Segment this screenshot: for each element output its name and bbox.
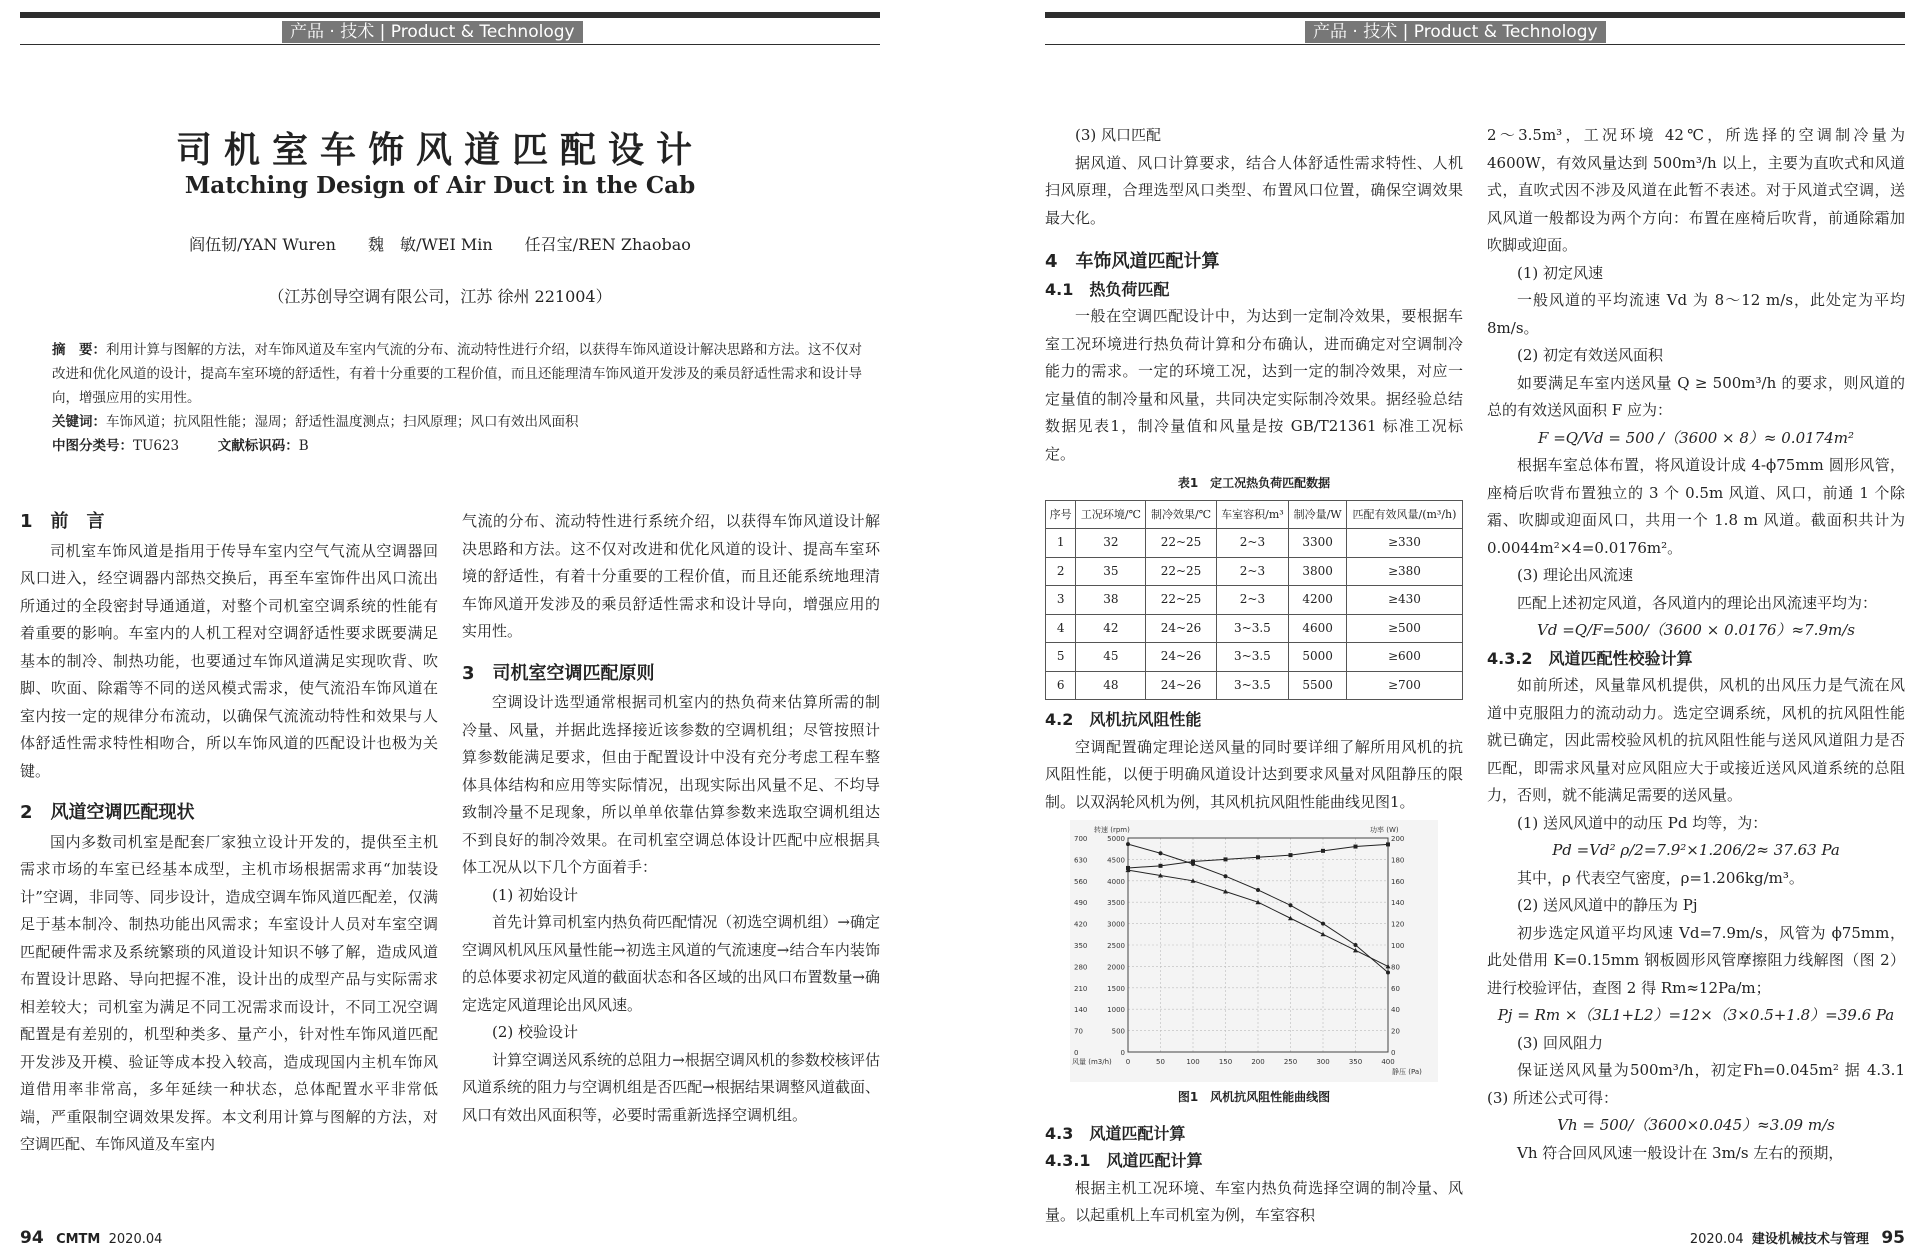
table-1-cell: 22~25	[1146, 586, 1216, 615]
chart-x-axis-label: 静压 (Pa)	[1392, 1068, 1422, 1076]
article-title-en: Matching Design of Air Duct in the Cab	[184, 172, 696, 199]
right-column-2	[1487, 122, 1905, 1167]
table-1-header-cell: 制冷效果/℃	[1146, 500, 1216, 529]
left-column-1	[20, 508, 438, 1159]
chart-point	[1386, 964, 1391, 969]
table-1-header-cell: 车室容积/m³	[1216, 500, 1289, 529]
chart-point	[1159, 851, 1163, 855]
table-1-header-cell: 序号	[1046, 500, 1076, 529]
footer-journal-left: CMTM	[56, 1232, 101, 1247]
section-3-item-1: (1) 初始设计	[492, 885, 579, 904]
chart-right-tick-label: 180	[1391, 856, 1405, 865]
table-1-cell: 5000	[1289, 643, 1347, 672]
abstract-label: 摘 要：	[52, 342, 106, 358]
chart-point	[1126, 842, 1130, 846]
chart-x-tick-label: 0	[1125, 1058, 1131, 1066]
equation-2: Vd =Q/F=500/（3600 × 0.0176）≈7.9m/s	[1537, 621, 1855, 639]
table-1-cell: 24~26	[1146, 614, 1216, 643]
check-item-1: (1) 送风风道中的动压 Pd 均等，为：	[1517, 813, 1768, 832]
table-1-cell: 4	[1046, 614, 1076, 643]
calc-item-1-text: 一般风道的平均流速 Vd 为 8～12 m/s，此处定为平均 8m/s。	[1487, 291, 1905, 337]
clc-value: TU623	[133, 438, 180, 454]
chart-right-axis-label: 功率 (W)	[1370, 826, 1399, 834]
chart-left-tick-label: 140	[1074, 1006, 1088, 1015]
section-4-2-title: 4.2 风机抗风阻性能	[1045, 710, 1202, 729]
table-1-cell: ≥330	[1346, 529, 1462, 558]
chart-mid-tick-label: 0	[1120, 1049, 1125, 1057]
table-1-cell: 3	[1046, 586, 1076, 615]
chart-point	[1224, 857, 1228, 861]
table-1-cell: 6	[1046, 671, 1076, 700]
chart-left-tick-label: 210	[1074, 984, 1088, 993]
column-4-intro: 2～3.5m³，工况环境 42℃，所选择的空调制冷量为 4600W，有效风量达到 500m³/h 以上，主要为直吹式和风道式，直吹式因不涉及风道在此暂不表述。对于风道式空调，送风风道一般都设为两个方向：布置在座椅后吹背，前通除霜加吹脚或迎面。	[1487, 126, 1905, 254]
table-1-header-cell: 匹配有效风量/(m³/h)	[1346, 500, 1462, 529]
table-1-cell: 22~25	[1146, 529, 1216, 558]
chart-mid-tick-label: 2500	[1107, 942, 1125, 950]
table-1-cell: 35	[1076, 557, 1146, 586]
table-1-row	[1046, 671, 1463, 700]
section-3-paragraph: 空调设计选型通常根据司机室内的热负荷来估算所需的制冷量、风量，并据此选择接近该参数的空调机组；尽管按照计算参数能满足要求，但由于配置设计中没有充分考虑工程车整体具体结构和应用等实际情况，出现实际出风量不足、不均导致制冷量不足现象，所以单单依靠估算参数来选取空调机组达不到良好的制冷效果。在司机室空调总体设计匹配中应根据具体工况从以下几个方面着手：	[462, 693, 880, 876]
chart-right-tick-label: 200	[1391, 835, 1405, 843]
chart-point	[1288, 916, 1293, 921]
section-4-3-1-paragraph: 根据主机工况环境、车室内热负荷选择空调的制冷量、风量。以起重机上车司机室为例，车室容积	[1045, 1178, 1463, 1224]
header-label-right: 产品 · 技术 | Product & Technology	[1305, 21, 1606, 43]
chart-mid-tick-label: 1500	[1107, 984, 1125, 993]
table-1-cell: 5500	[1289, 671, 1347, 700]
chart-mid-tick-label: 5000	[1107, 835, 1125, 843]
chart-point	[1321, 932, 1326, 937]
table-1-cell: 3300	[1289, 529, 1347, 558]
chart-x-tick-label: 150	[1218, 1058, 1233, 1066]
chart-x-tick-label: 300	[1316, 1058, 1330, 1066]
chart-right-tick-label: 100	[1391, 942, 1405, 950]
column-2-paragraph: 气流的分布、流动特性进行系统介绍，以获得车饰风道设计解决思路和方法。这不仅对改进和优化风道的设计、提高车室环境的舒适性，有着十分重要的工程价值，而且还能系统地理清车饰风道开发涉及的乘员舒适性需求和设计导向，增强应用的实用性。	[462, 512, 880, 640]
figure-1-caption: 图1 风机抗风阻性能曲线图	[1177, 1090, 1331, 1104]
header-bar-left	[20, 12, 880, 18]
table-1-cell: 4600	[1289, 614, 1347, 643]
table-1-row	[1046, 614, 1463, 643]
footer-date-right: 2020.04	[1689, 1232, 1744, 1247]
section-3-item-3-text: 据风道、风口计算要求，结合人体舒适性需求特性、人机扫风原理，合理选型风口类型、布置风口位置，确保空调效果最大化。	[1045, 153, 1463, 227]
calc-item-2: (2) 初定有效送风面积	[1517, 346, 1664, 364]
table-1-cell: 5	[1046, 643, 1076, 672]
chart-left-tick-label: 350	[1074, 942, 1088, 950]
chart-point	[1224, 874, 1228, 878]
table-1-cell: 45	[1076, 643, 1146, 672]
table-1-cell: ≥380	[1346, 557, 1462, 586]
chart-x-tick-label: 50	[1156, 1058, 1165, 1066]
chart-point	[1191, 860, 1195, 864]
chart-point	[1289, 903, 1293, 907]
chart-left-tick-label: 0	[1074, 1049, 1079, 1057]
keywords-label: 关键词：	[52, 414, 106, 430]
section-3-item-3: (3) 风口匹配	[1075, 126, 1162, 144]
figure-1	[1070, 820, 1438, 1082]
chart-mid-tick-label: 4500	[1107, 856, 1125, 865]
header-line-right	[1045, 44, 1905, 45]
table-1-cell: 42	[1076, 614, 1146, 643]
clc-label: 中图分类号：	[52, 438, 133, 454]
chart-right-tick-label: 0	[1391, 1049, 1396, 1057]
section-4-1-paragraph: 一般在空调匹配设计中，为达到一定制冷效果，要根据车室工况环境进行热负荷计算和分布确认，进而确定对空调制冷能力的需求。一定的环境工况，达到一定的制冷效果，对应一定量值的制冷量和风量，共同决定实际制冷效果。据经验总结数据见表1，制冷量值和风量是按 GB/T21361 标准工况标定。	[1045, 307, 1463, 463]
table-1-cell: 2~3	[1216, 586, 1289, 615]
table-1-cell: 1	[1046, 529, 1076, 558]
right-column-1	[1045, 122, 1463, 1230]
equation-3: Pd =Vd² ρ/2=7.9²×1.206/2≈ 37.63 Pa	[1552, 841, 1840, 859]
chart-left-tick-label: 420	[1074, 920, 1088, 929]
check-item-3: (3) 回风阻力	[1517, 1033, 1604, 1052]
table-1-cell: 38	[1076, 586, 1146, 615]
chart-x-tick-label: 350	[1348, 1058, 1363, 1066]
table-1-cell: 24~26	[1146, 643, 1216, 672]
article-authors: 阎伍韧/YAN Wuren 魏 敏/WEI Min 任召宝/REN Zhaobao	[189, 235, 691, 254]
table-1-caption: 表1 定工况热负荷匹配数据	[1177, 476, 1331, 490]
table-1-row	[1046, 643, 1463, 672]
equation-4: Pj = Rm ×（3L1+L2）=12×（3×0.5+1.8）=39.6 Pa	[1497, 1006, 1895, 1024]
table-1-cell: ≥430	[1346, 586, 1462, 615]
check-item-3-text: 保证送风风量为500m³/h，初定Fh=0.045m² 据 4.3.1 (3) 所述公式可得：	[1487, 1061, 1905, 1107]
chart-point	[1289, 853, 1293, 857]
footer-left	[20, 1228, 162, 1248]
table-1-header-cell: 制冷量/W	[1289, 500, 1347, 529]
footer-journal-right: 建设机械技术与管理	[1751, 1232, 1869, 1247]
chart-x-prefix-label: 风量 (m3/h)	[1072, 1058, 1112, 1066]
section-3-title: 3 司机室空调匹配原则	[462, 662, 655, 684]
table-1-row	[1046, 557, 1463, 586]
section-1-paragraph: 司机室车饰风道是指用于传导车室内空气气流从空调器回风口进入，经空调器内部热交换后，再至车室饰件出风口流出所通过的全段密封导通通道，对整个司机室空调系统的性能有着重要的影响。车室内的人机工程对空调舒适性要求既要满足基本的制冷、制热功能，也要通过车饰风道满足实现吹背、吹脚、吹面、除霜等不同的送风模式需求，使气流沿车饰风道在室内按一定的规律分布流动，以确保气流流动特性和效果与人体舒适性需求特性相吻合，所以车饰风道的匹配设计也极为关键。	[20, 541, 438, 780]
table-1-cell: 48	[1076, 671, 1146, 700]
chart-point	[1321, 849, 1325, 853]
check-item-2-text: 初步选定风道平均风速 Vd=7.9m/s，风管为 ϕ75mm，此处借用 K=0.15mm 钢板圆形风管摩擦阻力线解图（图 2）进行校验评估，查图 2 得 Rm≈12Pa/m；	[1487, 923, 1905, 997]
section-3-item-1-text: 首先计算司机室内热负荷匹配情况（初选空调机组）→确定空调风机风压风量性能→初选主风道的气流速度→结合车内装饰的总体要求初定风道的截面状态和各区域的出风口布置数量→确定选定风道理论出风风速。	[462, 913, 880, 1014]
table-1-row	[1046, 586, 1463, 615]
chart-left-tick-label: 630	[1074, 856, 1088, 865]
table-1-cell: 2~3	[1216, 529, 1289, 558]
chart-left-tick-label: 70	[1074, 1027, 1083, 1036]
table-1-cell: 24~26	[1146, 671, 1216, 700]
chart-point	[1321, 922, 1325, 926]
table-1-row	[1046, 529, 1463, 558]
header-label-left: 产品 · 技术 | Product & Technology	[282, 21, 583, 43]
calc-item-3-text: 匹配上述初定风道，各风道内的理论出风流速平均为：	[1517, 593, 1878, 612]
table-1-cell: ≥500	[1346, 614, 1462, 643]
chart-x-tick-label: 250	[1283, 1058, 1298, 1066]
chart-left-tick-label: 280	[1074, 963, 1088, 972]
article-affiliation: （江苏创导空调有限公司，江苏 徐州 221004）	[268, 287, 612, 306]
article-title-cn: 司机室车饰风道匹配设计	[175, 129, 704, 171]
table-1-cell: 3~3.5	[1216, 671, 1289, 700]
calc-item-2-text-2: 根据车室总体布置，将风道设计成 4-ϕ75mm 圆形风管，座椅后吹背布置独立的 3 个 0.5m 风道、风口，前通 1 个除霜、吹脚或迎面风口，共用一个 1.8 m 风道。截面积共计为 0.0044m²×4=0.0176m²。	[1487, 456, 1905, 557]
section-4-3-1-title: 4.3.1 风道匹配计算	[1045, 1151, 1203, 1170]
table-1-cell: 3800	[1289, 557, 1347, 586]
section-4-1-title: 4.1 热负荷匹配	[1045, 279, 1170, 299]
chart-x-tick-label: 200	[1251, 1058, 1265, 1066]
chart-right-tick-label: 60	[1391, 984, 1400, 993]
chart-right-tick-label: 20	[1391, 1027, 1400, 1036]
fan-resistance-chart	[1070, 820, 1438, 1082]
section-1-title: 1 前 言	[20, 511, 105, 532]
chart-point	[1386, 842, 1390, 846]
table-1-cell: 2	[1046, 557, 1076, 586]
equation-1: F =Q/Vd = 500 /（3600 × 8）≈ 0.0174m²	[1538, 428, 1854, 447]
chart-mid-tick-label: 2000	[1107, 963, 1125, 972]
doc-label: 文献标识码：	[217, 438, 299, 454]
chart-right-tick-label: 160	[1391, 877, 1405, 886]
table-1-cell: ≥600	[1346, 643, 1462, 672]
chart-right-tick-label: 140	[1391, 899, 1405, 908]
table-1-cell: 4200	[1289, 586, 1347, 615]
section-4-3-title: 4.3 风道匹配计算	[1045, 1123, 1186, 1143]
table-1-cell: 3~3.5	[1216, 614, 1289, 643]
table-1-cell: 3~3.5	[1216, 643, 1289, 672]
footer-page-number-right: 95	[1881, 1228, 1905, 1248]
check-item-3-text-2: Vh 符合回风风速一般设计在 3m/s 左右的预期，	[1517, 1143, 1844, 1162]
calc-item-2-text: 如要满足车室内送风量 Q ≥ 500m³/h 的要求，则风道的总的有效送风面积 F 应为：	[1487, 373, 1905, 419]
chart-x-tick-label: 400	[1381, 1058, 1395, 1066]
chart-point	[1353, 948, 1358, 953]
chart-mid-tick-label: 3500	[1107, 899, 1125, 908]
chart-left-tick-label: 490	[1074, 899, 1088, 908]
footer-right	[1690, 1228, 1905, 1248]
section-4-3-2-title: 4.3.2 风道匹配性校验计算	[1487, 648, 1693, 668]
abstract-text: 利用计算与图解的方法，对车饰风道及车室内气流的分布、流动特性进行介绍，以获得车饰风道设计解决思路和方法。这不仅对改进和优化风道的设计，提高车室环境的舒适性，有着十分重要的工程价值，而且还能理清车饰风道开发涉及的乘员舒适性需求和设计导向，增强应用的实用性。	[52, 342, 862, 406]
table-1-header-row	[1046, 500, 1463, 529]
chart-point	[1159, 864, 1163, 868]
chart-x-tick-label: 100	[1186, 1058, 1200, 1066]
table-1-cell: ≥700	[1346, 671, 1462, 700]
footer-date-left: 2020.04	[108, 1232, 163, 1247]
chart-right-tick-label: 80	[1391, 963, 1400, 972]
table-1	[1045, 500, 1463, 701]
chart-point	[1354, 943, 1358, 947]
chart-point	[1256, 855, 1260, 859]
doc-value: B	[298, 438, 309, 454]
check-item-2: (2) 送风风道中的静压为 Pj	[1517, 896, 1698, 914]
chart-point	[1256, 888, 1260, 892]
chart-mid-tick-label: 4000	[1107, 877, 1125, 886]
chart-left-tick-label: 700	[1074, 835, 1088, 843]
section-4-3-2-paragraph: 如前所述，风量靠风机提供，风机的出风压力是气流在风道中克服阻力的流动动力。选定空调系统，风机的抗风阻性能就已确定，因此需校验风机的抗风阻性能与送风风道阻力是否匹配，即需求风量对应风阻应大于或接近送风风道系统的总阻力，否则，就不能满足需要的送风量。	[1487, 676, 1905, 804]
chart-right-tick-label: 40	[1391, 1006, 1400, 1015]
table-1-cell: 22~25	[1146, 557, 1216, 586]
chart-right-tick-label: 120	[1391, 920, 1405, 929]
header-line-left	[20, 44, 880, 45]
chart-point	[1386, 971, 1390, 975]
table-1-header-cell: 工况环境/℃	[1076, 500, 1146, 529]
section-2-title: 2 风道空调匹配现状	[20, 802, 195, 823]
section-4-2-paragraph: 空调配置确定理论送风量的同时要详细了解所用风机的抗风阻性能，以便于明确风道设计达到要求风量对风阻静压的限制。以双涡轮风机为例，其风机抗风阻性能曲线见图1。	[1045, 737, 1463, 811]
section-3-item-2-text: 计算空调送风系统的总阻力→根据空调风机的参数校核评估风道系统的阻力与空调机组是否匹配→根据结果调整风道截面、风口有效出风面积等，必要时需重新选择空调机组。	[462, 1050, 880, 1124]
equation-5: Vh = 500/（3600×0.045）≈3.09 m/s	[1557, 1116, 1835, 1134]
table-1-cell: 32	[1076, 529, 1146, 558]
abstract-block	[52, 338, 872, 458]
chart-left-axis-label: 转速 (rpm)	[1094, 826, 1130, 834]
footer-page-number-left: 94	[20, 1228, 44, 1248]
chart-mid-tick-label: 500	[1111, 1027, 1125, 1036]
section-2-paragraph: 国内多数司机室是配套厂家独立设计开发的，提供至主机需求市场的车室已经基本成型，主机市场根据需求再“加装设计”空调，非同等、同步设计，造成空调车饰风道匹配差，仅满足于基本制冷、制热功能出风需求；车室设计人员对车室空调匹配硬件需求及系统繁琐的风道设计知识不够了解，造成风道布置设计思路、导向把握不准，设计出的成型产品与实际需求相差较大；司机室为满足不同工况需求而设计，不同工况空调配置是有差别的，机型种类多、量产小，针对性车饰风道匹配开发涉及开模、验证等成本投入较高，造成现国内主机车饰风道借用率非常高，多年延续一种状态，总体配置水平非常低端，严重限制空调效果发挥。本文利用计算与图解的方法，对空调匹配、车饰风道及车室内	[20, 832, 438, 1153]
calc-item-1: (1) 初定风速	[1517, 263, 1604, 282]
header-bar-right	[1045, 12, 1905, 18]
section-4-title: 4 车饰风道匹配计算	[1045, 251, 1220, 272]
left-column-2	[462, 508, 880, 1129]
chart-left-tick-label: 560	[1074, 877, 1088, 886]
chart-mid-tick-label: 1000	[1107, 1006, 1125, 1015]
table-1-cell: 2~3	[1216, 557, 1289, 586]
section-3-item-2: (2) 校验设计	[492, 1023, 579, 1041]
calc-item-3: (3) 理论出风流速	[1517, 566, 1634, 584]
check-item-1-text: 其中，ρ 代表空气密度，ρ=1.206kg/m³。	[1517, 868, 1804, 887]
chart-mid-tick-label: 3000	[1107, 920, 1125, 929]
chart-point	[1354, 845, 1358, 849]
keywords-text: 车饰风道；抗风阻性能；湿周；舒适性温度测点；扫风原理；风口有效出风面积	[106, 414, 579, 430]
